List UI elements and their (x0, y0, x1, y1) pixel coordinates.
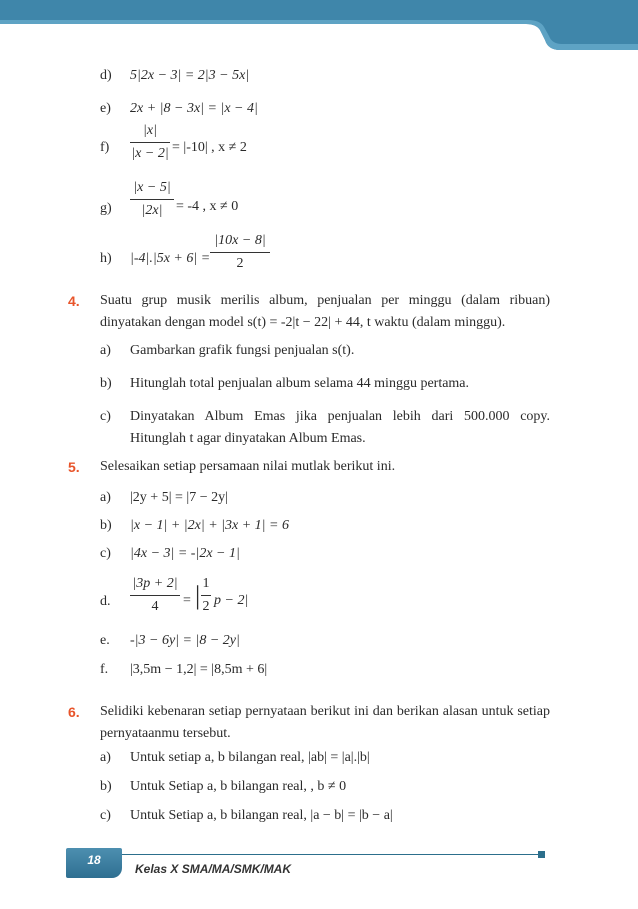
footer-rule (66, 854, 538, 855)
q3g-fraction (130, 179, 174, 220)
q3g-denominator: |2x| (141, 203, 163, 218)
q3f-denominator: |x − 2| (131, 146, 169, 161)
q3h-fraction (210, 232, 270, 273)
q4a-label: a) (100, 343, 111, 358)
q4-text: Suatu grup musik merilis album, penjualan per minggu (dalam ribuan) dinyatakan dengan model s(t) = -2|t − 22| + 44, t waktu (dalam minggu). (100, 293, 550, 330)
q5d-equals: = (183, 593, 191, 608)
q3e-equation: 2x + |8 − 3x| = |x − 4| (130, 101, 258, 116)
q3f-label: f) (100, 140, 110, 155)
q3f-fraction (130, 122, 170, 163)
q5c-equation: |4x − 3| = -|2x − 1| (130, 546, 240, 561)
q5d-left-numerator: |3p + 2| (132, 576, 178, 591)
q3g-rhs: = -4 , x ≠ 0 (176, 199, 239, 214)
q3h-label: h) (100, 251, 112, 266)
q6a-text: Untuk setiap a, b bilangan real, |ab| = |a|.|b| (130, 750, 370, 765)
q5b-label: b) (100, 518, 112, 533)
q3d-equation: 5|2x − 3| = 2|3 − 5x| (130, 68, 250, 83)
q6-text: Selidiki kebenaran setiap pernyataan berikut ini dan berikan alasan untuk setiap pernyataanmu tersebut. (100, 704, 550, 741)
q3g-numerator: |x − 5| (133, 180, 171, 195)
q5d-left-denominator: 4 (151, 599, 159, 614)
q6-number: 6. (68, 704, 80, 720)
q6b-label: b) (100, 779, 112, 794)
q5-text: Selesaikan setiap persamaan nilai mutlak berikut ini. (100, 459, 396, 474)
q4a-text: Gambarkan grafik fungsi penjualan s(t). (130, 343, 355, 358)
q6a-label: a) (100, 750, 111, 765)
q5a-equation: |2y + 5| = |7 − 2y| (130, 490, 228, 505)
q5d-right-tail: p − 2| (214, 593, 249, 608)
page-number: 18 (87, 853, 101, 867)
q5a-label: a) (100, 490, 111, 505)
q5e-label: e. (100, 633, 110, 648)
q3e-label: e) (100, 101, 111, 116)
q3h-numerator: |10x − 8| (214, 233, 266, 248)
q5f-equation: |3,5m − 1,2| = |8,5m + 6| (130, 662, 268, 677)
q3g-label: g) (100, 201, 112, 216)
q5d-right-fraction (201, 575, 211, 616)
q5c-label: c) (100, 546, 111, 561)
q4-number: 4. (68, 293, 80, 309)
q5-number: 5. (68, 459, 80, 475)
q3d-label: d) (100, 68, 112, 83)
q5d-abs-bar-left: | (195, 581, 201, 610)
q5d-left-fraction (130, 575, 180, 616)
q4c-label: c) (100, 409, 111, 424)
q5d-label: d. (100, 594, 111, 609)
q4b-label: b) (100, 376, 112, 391)
footer-title: Kelas X SMA/MA/SMK/MAK (135, 862, 292, 876)
q5d-right-numerator: 1 (202, 576, 210, 591)
q3h-denominator: 2 (236, 256, 244, 271)
q5d-right-denominator: 2 (202, 599, 210, 614)
q5b-equation: |x − 1| + |2x| + |3x + 1| = 6 (130, 518, 289, 533)
q3f-rhs: = |-10| , x ≠ 2 (172, 140, 247, 155)
header-banner (0, 0, 638, 50)
footer-square (538, 851, 545, 858)
q4c-text: Dinyatakan Album Emas jika penjualan lebih dari 500.000 copy. Hitunglah t agar dinyatakan Album Emas. (130, 409, 550, 446)
q6b-text: Untuk Setiap a, b bilangan real, , b ≠ 0 (130, 779, 347, 794)
q4b-text: Hitunglah total penjualan album selama 44 minggu pertama. (130, 376, 470, 391)
q5f-label: f. (100, 662, 109, 677)
q6c-text: Untuk Setiap a, b bilangan real, |a − b| = |b − a| (130, 808, 393, 823)
q3h-lhs: |-4|.|5x + 6| = (130, 251, 211, 266)
q3f-numerator: |x| (143, 123, 157, 138)
q5e-equation: -|3 − 6y| = |8 − 2y| (130, 633, 240, 648)
q6c-label: c) (100, 808, 111, 823)
